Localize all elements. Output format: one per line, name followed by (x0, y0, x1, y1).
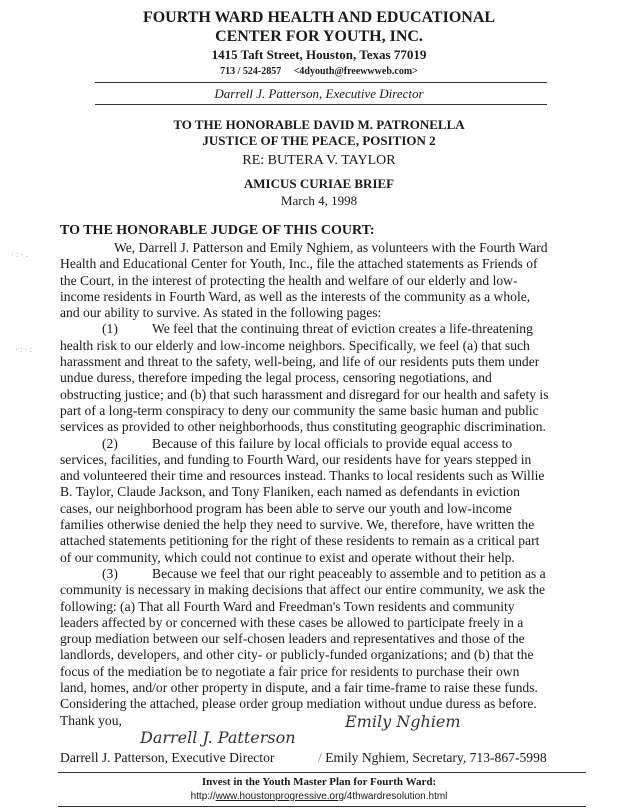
body-line: land, homes, and/or other property in dispute, and a fair time-frame to raise these funds. (60, 680, 538, 696)
body-line: following: (a) That all Fourth Ward and Freedman's Town residents and community (60, 598, 515, 614)
point-number: (2) (102, 435, 118, 451)
org-name-line2: CENTER FOR YOUTH, INC. (215, 28, 423, 45)
point-number: (3) (102, 565, 118, 581)
signature-patterson: Darrell J. Patterson (140, 728, 296, 747)
body-line: services as provided to other neighborhoods, thus constituting geographic discrimination. (60, 419, 546, 435)
scan-artifact: ·:·. (10, 250, 30, 259)
org-contact (0, 65, 638, 78)
addressee-line2: JUSTICE OF THE PEACE, POSITION 2 (202, 133, 436, 148)
body-line: B. Taylor, Claude Jackson, and Tony Flaniken, each named as defendants in eviction (60, 484, 520, 500)
footer-rule-top (58, 772, 586, 773)
body-line: Because we feel that our right peaceably to assemble and to petition as a (152, 565, 546, 581)
body-line: health risk to our elderly and low-income neighbors. Specifically, we feel (a) that such (60, 337, 530, 353)
brief-body (60, 240, 620, 713)
body-line: and our ability to survive. As stated in the following pages: (60, 305, 382, 321)
header-rule-bottom (95, 104, 547, 105)
body-line: leaders affected by or concerned with these cases be allowed to participate freely in a (60, 614, 524, 630)
director-line: Darrell J. Patterson, Executive Director (214, 86, 424, 101)
org-email[interactable]: <4dyouth@freewwweb.com> (293, 66, 418, 77)
closing-thanks: Thank you, (60, 713, 122, 728)
body-line: part of a long-term conspiracy to deny our community the same basic human and public (60, 402, 539, 418)
url-link[interactable]: www.houstonprogressive.org (215, 791, 345, 802)
footer-url[interactable] (0, 791, 638, 803)
org-address: 1415 Taft Street, Houston, Texas 77019 (211, 47, 427, 62)
body-line: the Court, in the interest of protecting the health and welfare of our elderly and low- (60, 272, 518, 288)
point-2 (60, 436, 620, 566)
body-line: families otherwise denied the help they need to survive. We, therefore, have written the (60, 517, 535, 533)
signer2-name (318, 750, 547, 766)
body-line: Considering the attached, please order group mediation without undue duress as before. (60, 696, 537, 712)
header-rule-top (95, 82, 547, 83)
body-line: Because of this failure by local officials to provide equal access to (152, 435, 513, 451)
point-3 (60, 566, 620, 713)
slash-mark: / (318, 750, 322, 765)
footer-tagline: Invest in the Youth Master Plan for Fourth Ward: (201, 776, 437, 788)
addressee-line1: TO THE HONORABLE DAVID M. PATRONELLA (173, 117, 465, 132)
url-suffix: /4thwardresolution.html (344, 791, 448, 802)
point-1 (60, 321, 620, 435)
body-line: of our community, which could not continue to exist and operate without their help. (60, 549, 515, 565)
signer2-text: Emily Nghiem, Secretary, 713-867-5998 (325, 750, 547, 765)
body-line: and volunteered their time and resources instead. Thanks to local residents such as Willie (60, 468, 545, 484)
scan-artifact: ·:·: (14, 345, 34, 354)
body-line: We feel that the continuing threat of eviction creates a life-threatening (152, 321, 533, 337)
salutation: TO THE HONORABLE JUDGE OF THIS COURT: (60, 223, 375, 238)
footer-rule-bottom (58, 806, 586, 807)
body-line: undue duress, therefore impeding the legal process, censoring negotiations, and (60, 370, 492, 386)
body-line: We, Darrell J. Patterson and Emily Nghiem, as volunteers with the Fourth Ward (114, 240, 548, 255)
body-line: attached statements petitioning for the right of these residents to remain as a critical part (60, 533, 540, 549)
intro-paragraph (60, 240, 620, 321)
point-number: (1) (102, 321, 118, 337)
body-line: focus of the mediation be to negotiate a fair price for residents to purchase their own (60, 663, 520, 679)
body-line: income residents in Fourth Ward, as well as the interests of the community as a whole, (60, 288, 531, 304)
case-reference: RE: BUTERA V. TAYLOR (242, 153, 396, 168)
body-line: services, facilities, and funding to Fourth Ward, our residents have for years stepped in (60, 451, 532, 467)
document-date: March 4, 1998 (280, 193, 358, 208)
signer1-name: Darrell J. Patterson, Executive Director (60, 750, 275, 765)
url-prefix: http:// (190, 791, 216, 802)
org-name-line1: FOURTH WARD HEALTH AND EDUCATIONAL (142, 9, 496, 26)
body-line: community is necessary in making decisions that affect our entire community, we ask the (60, 582, 546, 598)
body-line: cases, our neighborhood program has been able to serve our youth and low-income (60, 500, 512, 516)
document-type: AMICUS CURIAE BRIEF (243, 176, 395, 191)
org-phone: 713 / 524-2857 (220, 66, 282, 77)
signature-nghiem: Emily Nghiem (345, 712, 461, 731)
body-line: obstructing justice; and (b) that such harassment and disregard for our health and safety is (60, 386, 549, 402)
body-line: landlords, developers, and other city- or publicly-funded organizations; and (b) that the (60, 647, 534, 663)
body-line: harassment and threat to the safety, well-being, and life of our residents puts them under (60, 354, 540, 370)
body-line: group mediation between our self-chosen leaders and representatives and those of the (60, 631, 525, 647)
body-line: Health and Educational Center for Youth, Inc., file the attached statements as Friends of (60, 256, 538, 272)
